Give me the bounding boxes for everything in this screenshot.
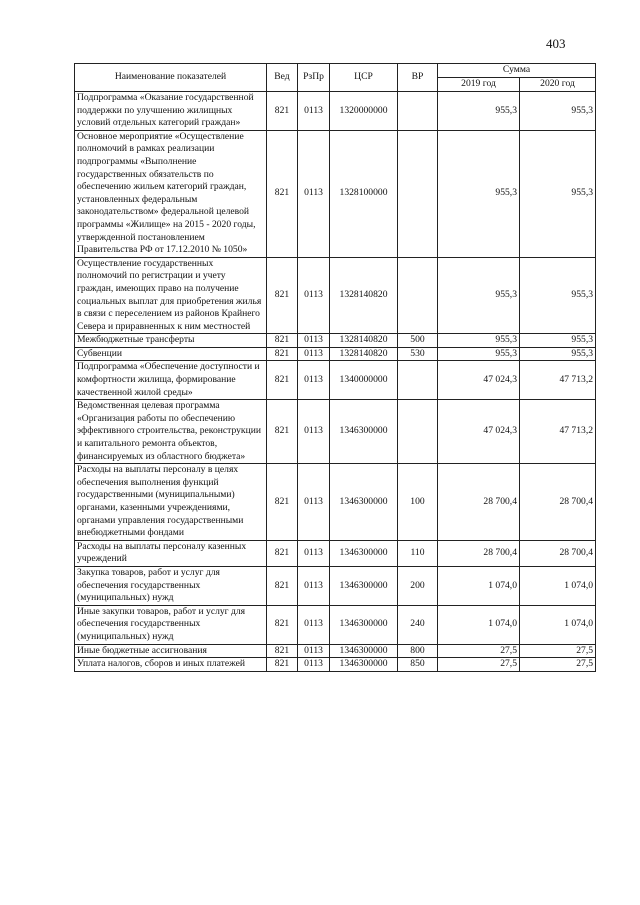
row-ved-cell: 821 <box>267 605 298 644</box>
row-2019-cell: 47 024,3 <box>438 400 520 464</box>
row-rzpr-cell: 0113 <box>298 566 330 605</box>
row-2020-cell: 955,3 <box>520 257 596 334</box>
table-row <box>75 605 596 644</box>
row-vr-cell: 850 <box>398 658 438 672</box>
row-2020-cell: 955,3 <box>520 334 596 348</box>
row-2020-cell: 955,3 <box>520 347 596 361</box>
table-row <box>75 566 596 605</box>
row-rzpr-cell: 0113 <box>298 257 330 334</box>
row-2019-cell: 28 700,4 <box>438 540 520 566</box>
table-body <box>75 92 596 672</box>
header-ved: Вед <box>267 64 298 92</box>
table-row <box>75 361 596 400</box>
row-2019-cell: 47 024,3 <box>438 361 520 400</box>
row-rzpr-cell: 0113 <box>298 92 330 131</box>
table-row <box>75 540 596 566</box>
row-name-cell: Осуществление государственных полномочий по регистрации и учету граждан, имеющих право на получение социальных выплат для приобретения жилья в связи с переселением из районов Крайнего Севера и приравненных к ним местностей <box>75 257 267 334</box>
row-vr-cell <box>398 92 438 131</box>
row-vr-cell: 530 <box>398 347 438 361</box>
row-name-cell: Расходы на выплаты персоналу в целях обеспечения выполнения функций государственными (муниципальными) органами, казенными учреждениями, органами управления государственными внебюджетными фондами <box>75 464 267 541</box>
row-2020-cell: 955,3 <box>520 130 596 257</box>
row-ved-cell: 821 <box>267 540 298 566</box>
row-name-cell: Основное мероприятие «Осуществление полномочий в рамках реализации подпрограммы «Выполнение государственных обязательств по обеспечению жильем категорий граждан, установленных федеральным законодательством» федеральной целевой программы «Жилище» на 2015 - 2020 годы, утвержденной постановлением Правительства РФ от 17.12.2010 № 1050» <box>75 130 267 257</box>
header-vr: ВР <box>398 64 438 92</box>
page-number: 403 <box>546 36 566 51</box>
row-name-cell: Подпрограмма «Обеспечение доступности и комфортности жилища, формирование качественной жилой среды» <box>75 361 267 400</box>
row-2020-cell: 1 074,0 <box>520 605 596 644</box>
row-csr-cell: 1328140820 <box>330 257 398 334</box>
row-vr-cell: 800 <box>398 644 438 658</box>
row-csr-cell: 1320000000 <box>330 92 398 131</box>
row-csr-cell: 1346300000 <box>330 400 398 464</box>
row-2020-cell: 1 074,0 <box>520 566 596 605</box>
row-2020-cell: 28 700,4 <box>520 540 596 566</box>
row-name-cell: Иные закупки товаров, работ и услуг для обеспечения государственных (муниципальных) нужд <box>75 605 267 644</box>
row-csr-cell: 1346300000 <box>330 644 398 658</box>
row-rzpr-cell: 0113 <box>298 347 330 361</box>
row-2019-cell: 1 074,0 <box>438 605 520 644</box>
row-vr-cell: 100 <box>398 464 438 541</box>
row-rzpr-cell: 0113 <box>298 540 330 566</box>
row-2019-cell: 955,3 <box>438 130 520 257</box>
row-rzpr-cell: 0113 <box>298 334 330 348</box>
row-name-cell: Ведомственная целевая программа «Организация работы по обеспечению эффективного строительства, реконструкции и капитального ремонта объектов, финансируемых из областного бюджета» <box>75 400 267 464</box>
row-rzpr-cell: 0113 <box>298 361 330 400</box>
row-ved-cell: 821 <box>267 464 298 541</box>
header-2019: 2019 год <box>438 78 520 92</box>
row-csr-cell: 1346300000 <box>330 658 398 672</box>
header-name: Наименование показателей <box>75 64 267 92</box>
row-csr-cell: 1328140820 <box>330 347 398 361</box>
table-row <box>75 130 596 257</box>
row-vr-cell: 200 <box>398 566 438 605</box>
table-row <box>75 464 596 541</box>
row-name-cell: Уплата налогов, сборов и иных платежей <box>75 658 267 672</box>
row-2020-cell: 47 713,2 <box>520 361 596 400</box>
table-row <box>75 347 596 361</box>
row-2019-cell: 27,5 <box>438 658 520 672</box>
row-rzpr-cell: 0113 <box>298 400 330 464</box>
row-ved-cell: 821 <box>267 400 298 464</box>
row-name-cell: Иные бюджетные ассигнования <box>75 644 267 658</box>
row-rzpr-cell: 0113 <box>298 658 330 672</box>
table-row <box>75 334 596 348</box>
row-vr-cell: 110 <box>398 540 438 566</box>
header-2020: 2020 год <box>520 78 596 92</box>
row-2020-cell: 955,3 <box>520 92 596 131</box>
row-2019-cell: 955,3 <box>438 347 520 361</box>
row-rzpr-cell: 0113 <box>298 130 330 257</box>
row-csr-cell: 1346300000 <box>330 464 398 541</box>
row-2019-cell: 27,5 <box>438 644 520 658</box>
row-2019-cell: 955,3 <box>438 257 520 334</box>
row-ved-cell: 821 <box>267 347 298 361</box>
row-vr-cell: 240 <box>398 605 438 644</box>
table-row <box>75 658 596 672</box>
row-ved-cell: 821 <box>267 658 298 672</box>
row-name-cell: Субвенции <box>75 347 267 361</box>
row-vr-cell <box>398 130 438 257</box>
row-ved-cell: 821 <box>267 644 298 658</box>
row-2020-cell: 28 700,4 <box>520 464 596 541</box>
row-name-cell: Межбюджетные трансферты <box>75 334 267 348</box>
row-2019-cell: 955,3 <box>438 334 520 348</box>
row-vr-cell: 500 <box>398 334 438 348</box>
row-2019-cell: 28 700,4 <box>438 464 520 541</box>
row-name-cell: Подпрограмма «Оказание государственной поддержки по улучшению жилищных условий отдельных категорий граждан» <box>75 92 267 131</box>
row-name-cell: Закупка товаров, работ и услуг для обеспечения государственных (муниципальных) нужд <box>75 566 267 605</box>
row-ved-cell: 821 <box>267 257 298 334</box>
row-rzpr-cell: 0113 <box>298 464 330 541</box>
table-row <box>75 92 596 131</box>
table-row <box>75 644 596 658</box>
row-ved-cell: 821 <box>267 361 298 400</box>
row-2020-cell: 27,5 <box>520 644 596 658</box>
row-csr-cell: 1340000000 <box>330 361 398 400</box>
row-rzpr-cell: 0113 <box>298 644 330 658</box>
row-2019-cell: 1 074,0 <box>438 566 520 605</box>
row-rzpr-cell: 0113 <box>298 605 330 644</box>
row-csr-cell: 1346300000 <box>330 566 398 605</box>
row-2020-cell: 27,5 <box>520 658 596 672</box>
table-row <box>75 257 596 334</box>
row-csr-cell: 1328140820 <box>330 334 398 348</box>
row-vr-cell <box>398 361 438 400</box>
row-ved-cell: 821 <box>267 130 298 257</box>
header-csr: ЦСР <box>330 64 398 92</box>
row-vr-cell <box>398 400 438 464</box>
header-rzpr: РзПр <box>298 64 330 92</box>
table-header <box>75 64 596 92</box>
row-2020-cell: 47 713,2 <box>520 400 596 464</box>
table-row <box>75 400 596 464</box>
row-ved-cell: 821 <box>267 566 298 605</box>
row-csr-cell: 1328100000 <box>330 130 398 257</box>
row-csr-cell: 1346300000 <box>330 605 398 644</box>
row-name-cell: Расходы на выплаты персоналу казенных учреждений <box>75 540 267 566</box>
header-sum: Сумма <box>438 64 596 78</box>
row-vr-cell <box>398 257 438 334</box>
row-ved-cell: 821 <box>267 334 298 348</box>
row-ved-cell: 821 <box>267 92 298 131</box>
row-2019-cell: 955,3 <box>438 92 520 131</box>
row-csr-cell: 1346300000 <box>330 540 398 566</box>
budget-table <box>74 63 596 672</box>
